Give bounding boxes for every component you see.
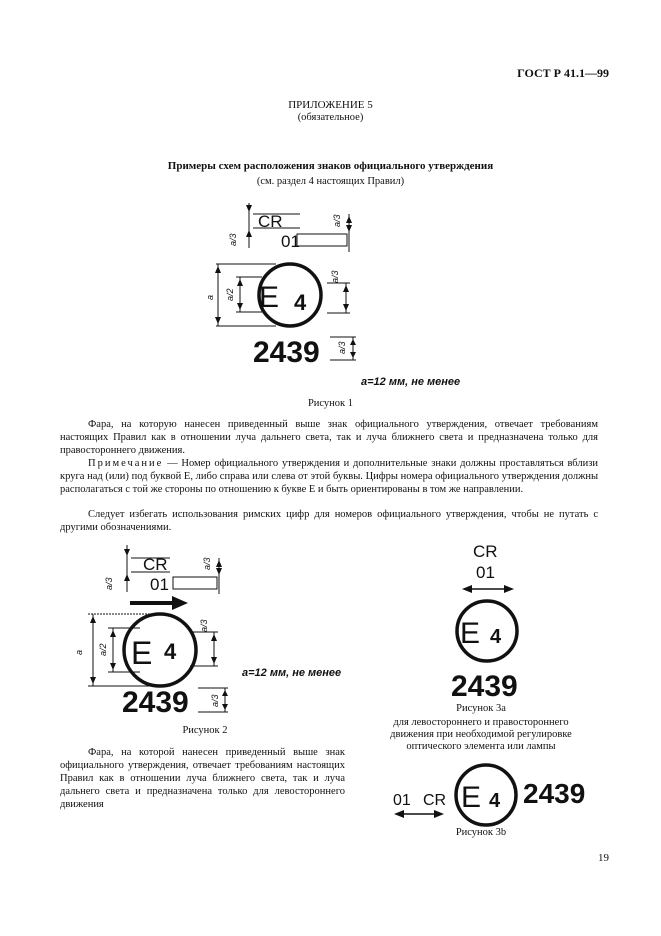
fig3b-country: 4	[489, 790, 501, 812]
fig2-dim-a3-left: a/3	[104, 577, 114, 590]
fig3a-cr: CR	[473, 542, 498, 561]
fig1-paragraph-2: Следует избегать использования римских цифр для номеров официального утверждения, чтобы не путать с другими обозначениями.	[60, 509, 598, 533]
fig2-version: 01	[150, 575, 169, 594]
fig3a-text: для левостороннего и правостороннего движения при необходимой регулировке оптического элемента или лампы	[390, 717, 572, 752]
fig2-cr: CR	[143, 555, 168, 574]
fig3a-version: 01	[476, 563, 495, 582]
fig2-dim-a3-num: a/3	[210, 694, 220, 707]
fig1-dim-a3-right: a/3	[332, 214, 342, 227]
note-label: Примечание	[88, 458, 164, 469]
document-id: ГОСТ Р 41.1—99	[517, 66, 609, 80]
fig1-caption: Рисунок 1	[307, 398, 354, 409]
fig3a-e: E	[460, 617, 481, 650]
section-heading: Примеры схем расположения знаков официального утверждения	[167, 160, 494, 172]
fig2-number: 2439	[122, 686, 189, 719]
fig1-e: E	[259, 281, 280, 314]
fig2-dim-a3-right: a/3	[202, 557, 212, 570]
fig3b-number: 2439	[523, 778, 586, 809]
fig1-version: 01	[281, 232, 300, 251]
fig3b-cr: CR	[423, 792, 447, 809]
fig2-dim-a2: a/2	[98, 643, 108, 656]
fig1-dim-a: a	[205, 294, 215, 300]
fig1-country: 4	[294, 290, 307, 315]
fig2-country: 4	[164, 639, 177, 664]
fig1-note: a=12 мм, не менее	[361, 376, 461, 388]
fig2-caption: Рисунок 2	[182, 725, 228, 736]
fig3a-caption: Рисунок 3а	[456, 703, 506, 714]
fig2-paragraph: Фара, на которой нанесен приведенный выше знак официального утверждения, отвечает требованиям настоящих Правил как в отношении луча ближнего света, так и луча дальнего света и предназначена только для левостороннего движения	[60, 747, 345, 810]
fig1-dim-a3-4: a/3	[330, 270, 340, 283]
fig3b-version: 01	[393, 792, 411, 809]
fig3b-caption: Рисунок 3b	[455, 827, 507, 838]
fig3a-number: 2439	[451, 670, 518, 703]
section-subheading: (см. раздел 4 настоящих Правил)	[256, 176, 405, 187]
fig1-paragraph: Фара, на которую нанесен приведенный выше знак официального утверждения, отвечает требованиям настоящих Правил как в отношении луча дальнего света, так и луча ближнего света и предназначена только для правостороннего движения.	[60, 419, 598, 456]
fig3b-e: E	[461, 781, 482, 814]
fig2-dim-a3-4: a/3	[199, 619, 209, 632]
fig2-note: a=12 мм, не менее	[242, 667, 342, 679]
appendix-title: ПРИЛОЖЕНИЕ 5	[288, 99, 373, 111]
fig1-number: 2439	[253, 336, 320, 369]
appendix-status: (обязательное)	[297, 112, 364, 123]
fig1-dim-a2: a/2	[225, 288, 235, 301]
fig3a-country: 4	[490, 626, 502, 648]
note-text: — Номер официального утверждения и дополнительные знаки должны проставляться вблизи круга над (или) под буквой Е, либо справа или слева от этой буквы. Цифры номера официального утверждения должны располагаться с той же стороны по отношению к букве Е и быть ориентированы в том же направлении.	[60, 458, 598, 495]
fig1-dim-a3-left: a/3	[228, 233, 238, 246]
fig2-e: E	[131, 635, 153, 671]
page-number: 19	[598, 852, 609, 864]
fig1-dim-a3-num: a/3	[337, 341, 347, 354]
fig2-dim-a: a	[74, 649, 84, 655]
fig1-cr: CR	[258, 212, 283, 231]
